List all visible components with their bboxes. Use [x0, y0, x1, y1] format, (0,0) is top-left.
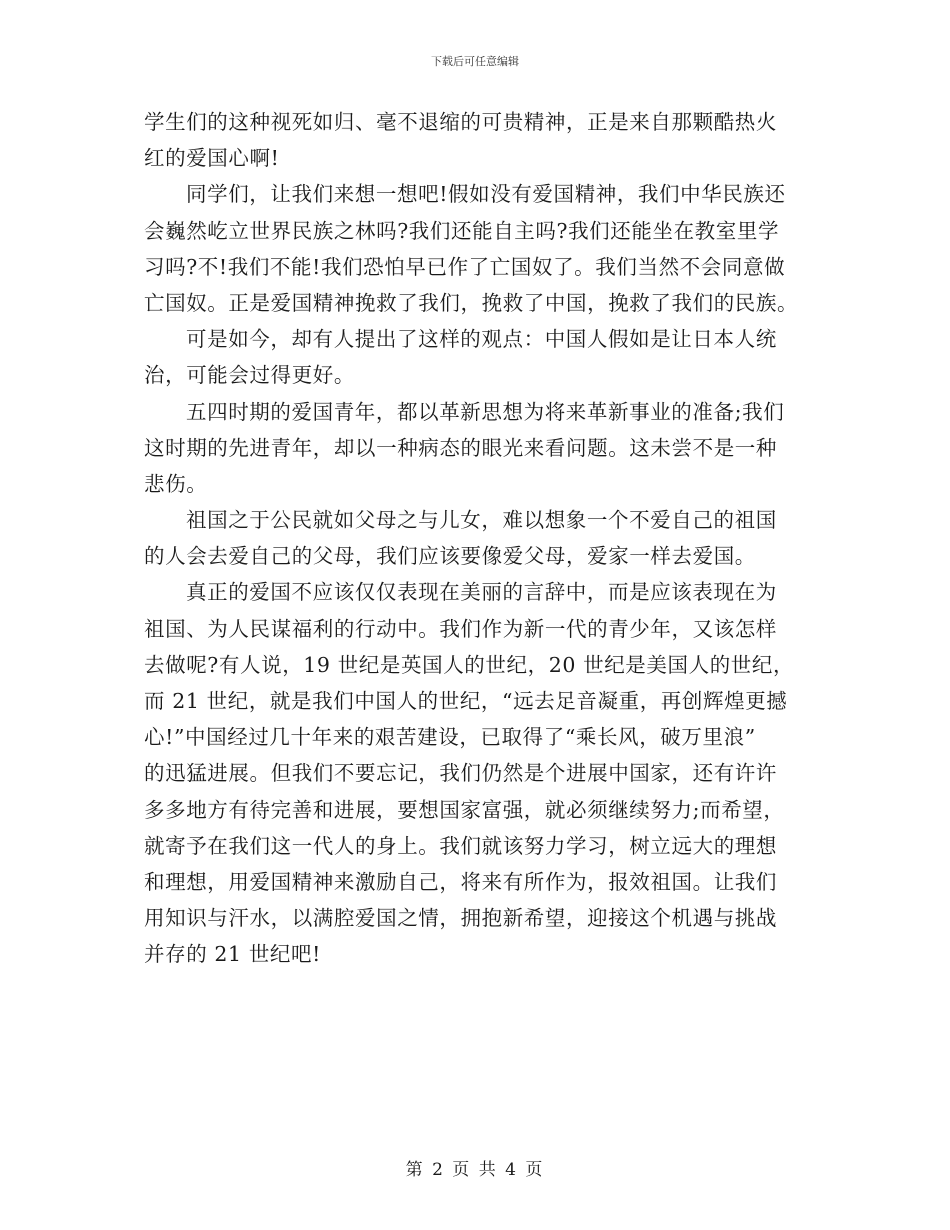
text-line: 去做呢?有人说，19 世纪是英国人的世纪，20 世纪是美国人的世纪， — [144, 652, 795, 677]
text-line: 祖国、为人民谋福利的行动中。我们作为新一代的青少年，又该怎样 — [144, 616, 777, 641]
text-line: 可是如今，却有人提出了这样的观点：中国人假如是让日本人统 — [186, 327, 777, 352]
text-line: 的迅猛进展。但我们不要忘记，我们仍然是个进展中国家，还有许许 — [144, 761, 777, 786]
page-header: 下载后可任意编辑 — [431, 55, 519, 68]
text-line: 治，可能会过得更好。 — [144, 363, 355, 388]
text-line: 用知识与汗水，以满腔爱国之情，拥抱新希望，迎接这个机遇与挑战 — [144, 906, 777, 931]
text-line: 同学们，让我们来想一想吧!假如没有爱国精神，我们中华民族还 — [186, 182, 786, 207]
text-line: 多多地方有待完善和进展，要想国家富强，就必须继续努力;而希望， — [144, 797, 785, 822]
text-line: 和理想，用爱国精神来激励自己，将来有所作为，报效祖国。让我们 — [144, 869, 777, 894]
text-line: 亡国奴。正是爱国精神挽救了我们，挽救了中国，挽救了我们的民族。 — [144, 290, 799, 315]
text-line: 心!”中国经过几十年来的艰苦建设，已取得了“乘长风，破万里浪” — [144, 725, 756, 750]
text-line: 红的爱国心啊! — [144, 146, 280, 171]
text-line: 就寄予在我们这一代人的身上。我们就该努力学习，树立远大的理想 — [144, 833, 777, 858]
text-line: 真正的爱国不应该仅仅表现在美丽的言辞中，而是应该表现在为 — [186, 580, 777, 605]
text-line: 学生们的这种视死如归、毫不退缩的可贵精神，正是来自那颗酷热火 — [144, 110, 777, 134]
text-line: 悲伤。 — [144, 471, 208, 496]
text-line: 五四时期的爱国青年，都以革新思想为将来革新事业的准备;我们 — [186, 399, 785, 424]
text-line: 这时期的先进青年，却以一种病态的眼光来看问题。这未尝不是一种 — [144, 435, 777, 460]
page-number: 第 2 页 共 4 页 — [405, 1160, 545, 1180]
text-line: 会巍然屹立世界民族之林吗?我们还能自主吗?我们还能坐在教室里学 — [144, 218, 780, 243]
text-line: 并存的 21 世纪吧! — [144, 942, 321, 967]
text-line: 而 21 世纪，就是我们中国人的世纪，“远去足音凝重，再创辉煌更撼 — [144, 689, 788, 713]
text-line: 的人会去爱自己的父母，我们应该要像爱父母，爱家一样去爱国。 — [144, 544, 756, 569]
document-body — [144, 104, 814, 973]
text-line: 习吗?不!我们不能!我们恐怕早已作了亡国奴了。我们当然不会同意做 — [144, 254, 786, 279]
text-line: 祖国之于公民就如父母之与儿女，难以想象一个不爱自己的祖国 — [186, 508, 777, 533]
